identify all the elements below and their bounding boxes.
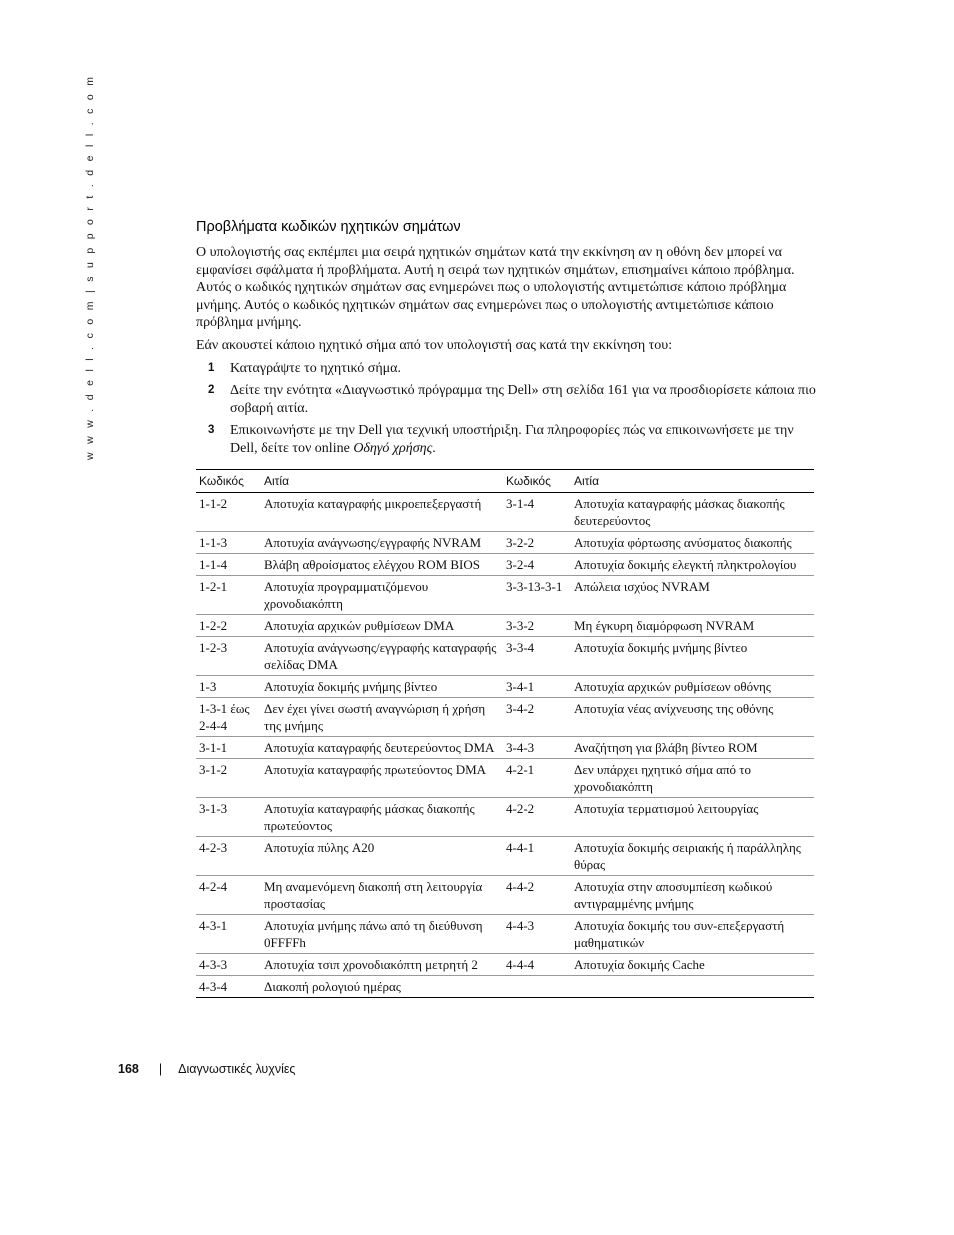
cause-cell: Αποτυχία αρχικών ρυθμίσεων DMA <box>261 615 503 637</box>
code-cell: 3-3-13-3-1 <box>503 576 571 615</box>
code-cell: 3-3-4 <box>503 637 571 676</box>
code-cell: 3-4-2 <box>503 698 571 737</box>
table-row <box>196 876 814 915</box>
section-title: Προβλήματα κωδικών ηχητικών σημάτων <box>196 219 461 235</box>
code-cell: 1-2-1 <box>196 576 261 615</box>
cause-cell: Αποτυχία δοκιμής Cache <box>571 954 814 976</box>
header-code: Κωδικός <box>503 470 571 493</box>
cause-cell: Διακοπή ρολογιού ημέρας <box>261 976 503 998</box>
code-cell: 3-1-1 <box>196 737 261 759</box>
cause-cell: Αποτυχία στην αποσυμπίεση κωδικού αντιγραμμένης μνήμης <box>571 876 814 915</box>
intro-paragraph: Ο υπολογιστής σας εκπέμπει μια σειρά ηχητικών σημάτων κατά την εκκίνηση αν η οθόνη δεν μπορεί να εμφανίσει σφάλματα ή προβλήματα. Αυτή η σειρά των ηχητικών σημάτων, επισημαίνει κάποιο πρόβλημα. Αυτός ο κωδικός ηχητικών σημάτων σας ενημερώνει πως ο υπολογιστής αντιμετώπισε κάποιο πρόβλημα μνήμης. Αυτός ο κωδικός ηχητικών σημάτων σας ενημερώνει πως ο υπολογιστής αντιμετώπισε κάποιο πρόβλημα μνήμης. <box>196 245 795 331</box>
beep-codes-table <box>196 469 814 998</box>
cause-cell: Αποτυχία πύλης A20 <box>261 837 503 876</box>
table-row <box>196 576 814 615</box>
table-row <box>196 698 814 737</box>
code-cell: 3-1-2 <box>196 759 261 798</box>
code-cell: 4-4-3 <box>503 915 571 954</box>
code-cell: 4-4-2 <box>503 876 571 915</box>
code-cell: 1-2-2 <box>196 615 261 637</box>
footer-separator: | <box>158 1062 163 1076</box>
cause-cell: Αποτυχία τερματισμού λειτουργίας <box>571 798 814 837</box>
step-item <box>196 360 816 378</box>
cause-cell: Αποτυχία τσιπ χρονοδιακόπτη μετρητή 2 <box>261 954 503 976</box>
cause-cell: Δεν υπάρχει ηχητικό σήμα από το χρονοδιακόπτη <box>571 759 814 798</box>
cause-cell: Αποτυχία καταγραφής δευτερεύοντος DMA <box>261 737 503 759</box>
code-cell: 3-1-3 <box>196 798 261 837</box>
code-cell: 1-2-3 <box>196 637 261 676</box>
table-row <box>196 615 814 637</box>
step-text: Δείτε την ενότητα «Διαγνωστικό πρόγραμμα της Dell» στη σελίδα 161 για να προσδιορίσετε κάποια πιο σοβαρή αιτία. <box>230 383 816 416</box>
step-item <box>196 422 816 457</box>
cause-cell: Αποτυχία δοκιμής μνήμης βίντεο <box>571 637 814 676</box>
code-cell: 4-4-4 <box>503 954 571 976</box>
side-url-margin: w w w . d e l l . c o m | s u p p o r t . d e l l . c o m <box>84 74 96 460</box>
user-guide-link-text: Οδηγό χρήσης <box>353 440 433 456</box>
cause-cell: Αποτυχία καταγραφής μάσκας διακοπής δευτερεύοντος <box>571 493 814 532</box>
cause-cell: Βλάβη αθροίσματος ελέγχου ROM BIOS <box>261 554 503 576</box>
code-cell: 4-3-3 <box>196 954 261 976</box>
header-cause: Αιτία <box>261 470 503 493</box>
table-row <box>196 837 814 876</box>
table-header-row <box>196 470 814 493</box>
cause-cell: Αποτυχία δοκιμής σειριακής ή παράλληλης θύρας <box>571 837 814 876</box>
cause-cell: Αποτυχία δοκιμής ελεγκτή πληκτρολογίου <box>571 554 814 576</box>
table-body <box>196 493 814 998</box>
cause-cell: Αναζήτηση για βλάβη βίντεο ROM <box>571 737 814 759</box>
table-row <box>196 532 814 554</box>
cause-cell: Αποτυχία καταγραφής μάσκας διακοπής πρωτεύοντος <box>261 798 503 837</box>
cause-cell: Αποτυχία καταγραφής μικροεπεξεργαστή <box>261 493 503 532</box>
step-text-end: . <box>432 440 436 456</box>
code-cell: 3-4-1 <box>503 676 571 698</box>
code-cell: 3-2-4 <box>503 554 571 576</box>
cause-cell: Αποτυχία δοκιμής του συν-επεξεργαστή μαθηματικών <box>571 915 814 954</box>
cause-cell: Αποτυχία νέας ανίχνευσης της οθόνης <box>571 698 814 737</box>
code-cell: 3-2-2 <box>503 532 571 554</box>
table-row <box>196 676 814 698</box>
code-cell: 4-3-4 <box>196 976 261 998</box>
step-text: Καταγράψτε το ηχητικό σήμα. <box>230 360 401 376</box>
main-content <box>196 219 816 463</box>
step-number: 3 <box>208 424 215 437</box>
cause-cell: Αποτυχία αρχικών ρυθμίσεων οθόνης <box>571 676 814 698</box>
table-row <box>196 976 814 998</box>
code-cell: 1-3-1 έως 2-4-4 <box>196 698 261 737</box>
page-number: 168 <box>118 1062 139 1076</box>
code-cell: 1-1-3 <box>196 532 261 554</box>
cause-cell: Αποτυχία δοκιμής μνήμης βίντεο <box>261 676 503 698</box>
cause-cell: Αποτυχία φόρτωσης ανύσματος διακοπής <box>571 532 814 554</box>
page-footer <box>118 1062 295 1076</box>
code-cell: 1-1-4 <box>196 554 261 576</box>
code-cell: 3-4-3 <box>503 737 571 759</box>
code-cell: 4-2-3 <box>196 837 261 876</box>
step-number: 1 <box>208 361 215 374</box>
code-cell: 4-3-1 <box>196 915 261 954</box>
code-cell: 1-3 <box>196 676 261 698</box>
cause-cell: Αποτυχία καταγραφής πρωτεύοντος DMA <box>261 759 503 798</box>
code-cell: 1-1-2 <box>196 493 261 532</box>
table-row <box>196 915 814 954</box>
cause-cell: Μη αναμενόμενη διακοπή στη λειτουργία προστασίας <box>261 876 503 915</box>
lead-in-text: Εάν ακουστεί κάποιο ηχητικό σήμα από τον υπολογιστή σας κατά την εκκίνηση του: <box>196 337 673 353</box>
code-cell <box>503 976 571 998</box>
table-row <box>196 759 814 798</box>
code-cell: 3-1-4 <box>503 493 571 532</box>
code-cell: 4-2-4 <box>196 876 261 915</box>
chapter-title: Διαγνωστικές λυχνίες <box>178 1062 296 1076</box>
header-cause: Αιτία <box>571 470 814 493</box>
step-number: 2 <box>208 384 215 397</box>
header-code: Κωδικός <box>196 470 261 493</box>
code-cell: 3-3-2 <box>503 615 571 637</box>
code-cell: 4-2-1 <box>503 759 571 798</box>
table-row <box>196 798 814 837</box>
step-text: Επικοινωνήστε με την Dell για τεχνική υποστήριξη. Για πληροφορίες πώς να επικοινωνήσετε με την Dell, δείτε τον online <box>230 423 794 456</box>
cause-cell: Απώλεια ισχύος NVRAM <box>571 576 814 615</box>
cause-cell: Αποτυχία προγραμματιζόμενου χρονοδιακόπτη <box>261 576 503 615</box>
code-cell: 4-4-1 <box>503 837 571 876</box>
steps-list <box>196 360 816 458</box>
cause-cell: Μη έγκυρη διαμόρφωση NVRAM <box>571 615 814 637</box>
cause-cell: Αποτυχία ανάγνωσης/εγγραφής καταγραφής σελίδας DMA <box>261 637 503 676</box>
cause-cell <box>571 976 814 998</box>
cause-cell: Αποτυχία ανάγνωσης/εγγραφής NVRAM <box>261 532 503 554</box>
table-row <box>196 954 814 976</box>
table-row <box>196 554 814 576</box>
cause-cell: Αποτυχία μνήμης πάνω από τη διεύθυνση 0FFFFh <box>261 915 503 954</box>
table-row <box>196 493 814 532</box>
table-row <box>196 637 814 676</box>
code-cell: 4-2-2 <box>503 798 571 837</box>
table-row <box>196 737 814 759</box>
step-item <box>196 382 816 417</box>
cause-cell: Δεν έχει γίνει σωστή αναγνώριση ή χρήση της μνήμης <box>261 698 503 737</box>
